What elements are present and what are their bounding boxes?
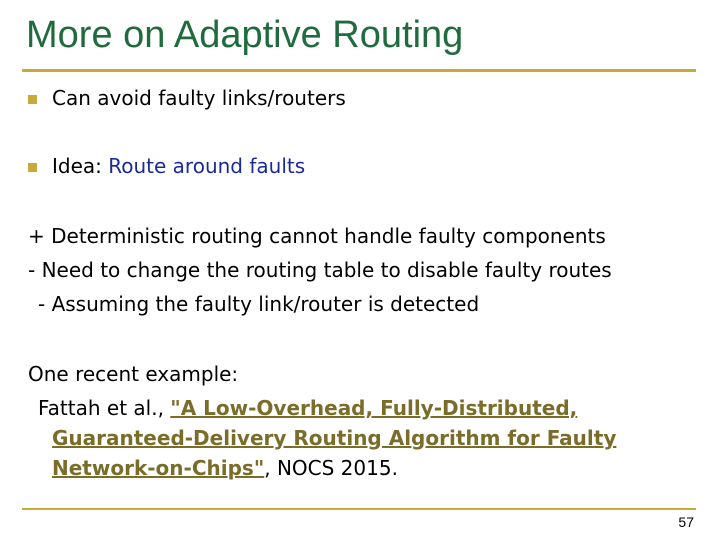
- example-authors: Fattah et al.,: [38, 396, 171, 420]
- example-citation-line2: [52, 426, 616, 450]
- title-divider: [22, 69, 696, 72]
- body-line: + Deterministic routing cannot handle faulty components: [28, 224, 606, 248]
- bullet-marker: [28, 95, 37, 104]
- example-intro: One recent example:: [28, 362, 239, 386]
- example-citation-line3: [52, 456, 398, 480]
- paper-link[interactable]: Guaranteed-Delivery Routing Algorithm for Faulty: [52, 426, 617, 450]
- footer-divider: [22, 508, 696, 510]
- example-venue: , NOCS 2015.: [264, 456, 398, 480]
- page-number: 57: [678, 514, 694, 530]
- bullet-item: [52, 154, 305, 178]
- body-line: - Assuming the faulty link/router is detected: [38, 292, 480, 316]
- bullet-marker: [28, 163, 37, 172]
- paper-link[interactable]: Network-on-Chips": [52, 456, 265, 480]
- slide-title: More on Adaptive Routing: [26, 14, 464, 56]
- example-citation-line1: [38, 396, 577, 420]
- body-line: - Need to change the routing table to disable faulty routes: [28, 258, 612, 282]
- paper-link[interactable]: "A Low-Overhead, Fully-Distributed,: [170, 396, 578, 420]
- bullet-prefix: Idea:: [52, 154, 109, 178]
- bullet-item: Can avoid faulty links/routers: [52, 86, 346, 110]
- bullet-highlight: Route around faults: [108, 154, 306, 178]
